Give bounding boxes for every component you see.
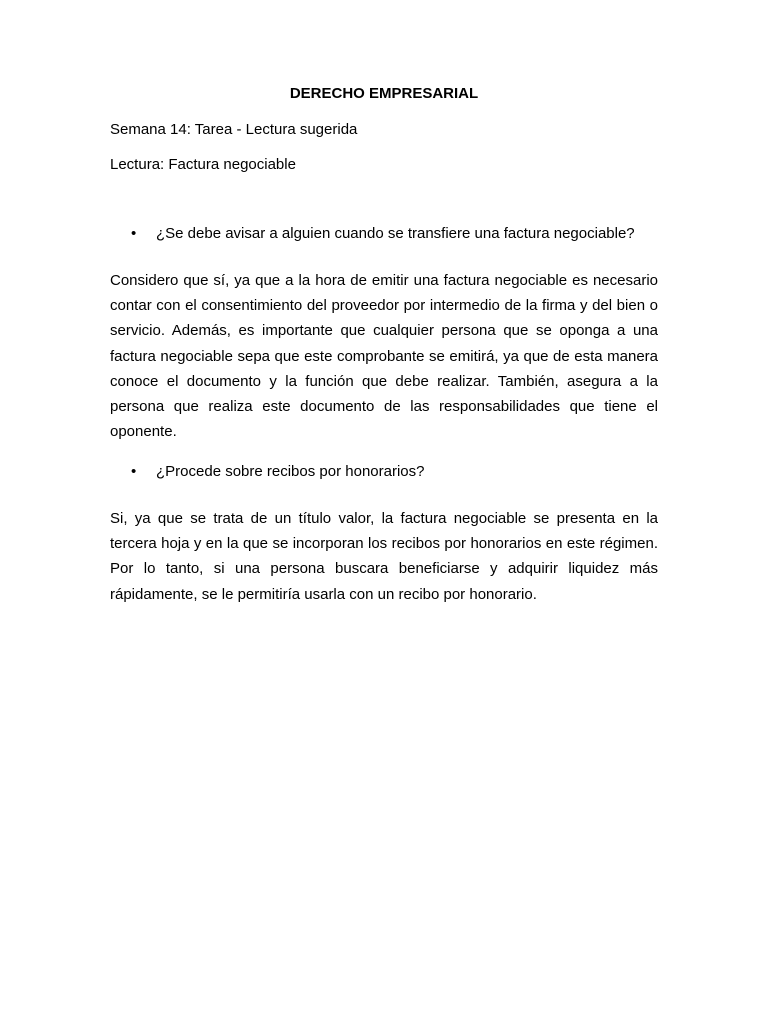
answer-paragraph-2: Si, ya que se trata de un título valor, la factura negociable se presenta en la tercera hoja y en la que se incorporan los recibos por honorarios en este régimen. Por lo tanto, si una persona buscara beneficiarse y adquirir liquidez más rápidamente, se le permitiría usarla con un recibo por honorario. <box>110 510 658 603</box>
question-text-2: ¿Procede sobre recibos por honorarios? <box>156 463 425 480</box>
bullet-icon: • <box>131 463 137 480</box>
bullet-icon: • <box>131 225 137 242</box>
question-text-1: ¿Se debe avisar a alguien cuando se transfiere una factura negociable? <box>156 225 635 242</box>
reading-title: Lectura: Factura negociable <box>110 156 296 173</box>
answer-paragraph-1: Considero que sí, ya que a la hora de emitir una factura negociable es necesario contar con el consentimiento del proveedor por intermedio de la firma y del bien o servicio. Además, es importante que cualquier persona que se oponga a una factura negociable sepa que este comprobante se emitirá, ya que de esta manera conoce el documento y la función que debe realizar. También, asegura a la persona que realiza este documento de las responsabilidades que tiene el oponente. <box>110 272 658 441</box>
assignment-subtitle: Semana 14: Tarea - Lectura sugerida <box>110 121 358 138</box>
document-title: DERECHO EMPRESARIAL <box>289 85 479 102</box>
